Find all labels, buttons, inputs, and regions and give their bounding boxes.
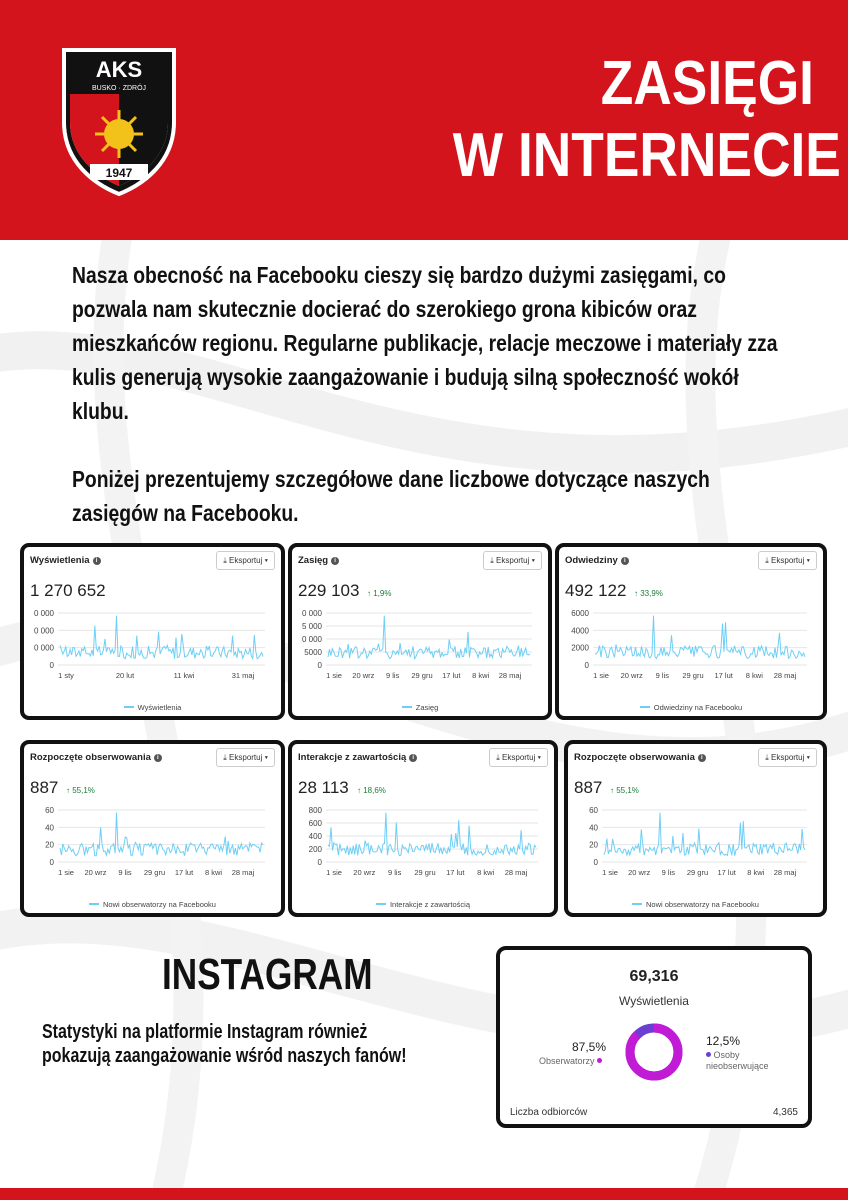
x-tick-label: 11 kwi [173,671,195,680]
y-tick-label: 400 [308,832,322,841]
crest-name: AKS [95,57,143,82]
instagram-views-label: Wyświetlenia [619,994,689,1008]
x-tick-label: 20 wrz [84,868,107,877]
x-tick-label: 20 wrz [353,868,376,877]
chart-legend [292,900,554,909]
x-tick-label: 20 wrz [352,671,375,680]
export-label: Eksportuj [229,753,263,762]
series-line [60,813,263,856]
x-tick-label: 8 kwi [477,868,495,877]
card-title-text: Interakcje z zawartością [298,752,407,763]
legend-swatch [124,706,134,708]
info-icon[interactable]: i [154,754,162,762]
x-tick-label: 9 lis [385,671,400,680]
export-button[interactable] [489,748,548,767]
card-title-text: Odwiedziny [565,555,618,566]
followers-donut-arc [630,1028,678,1076]
x-tick-label: 9 lis [661,868,676,877]
info-icon[interactable]: i [331,557,339,565]
line-chart [559,607,815,683]
legend-label: Wyświetlenia [137,703,182,712]
y-tick-label: 800 [308,806,322,815]
x-tick-label: 8 kwi [745,671,763,680]
non-followers-label-wrap [706,1050,790,1072]
stat-card-follows [20,740,285,917]
stat-card-reach [288,543,552,720]
card-value: 887 [574,778,603,797]
card-title [298,752,417,763]
y-tick-label: 0 [49,858,54,867]
followers-donut-chart [624,1022,684,1082]
card-value: 229 103 [298,581,360,600]
instagram-description: Statystyki na platformie Instagram również pokazują zaangażowanie wśród naszych fanów! [42,1021,407,1067]
x-tick-label: 17 lut [717,868,736,877]
info-icon[interactable]: i [698,754,706,762]
x-tick-label: 28 maj [504,868,528,877]
x-tick-label: 20 wrz [628,868,651,877]
stat-card-interactions [288,740,558,917]
card-change: ↑ 55,1% [610,786,639,795]
x-tick-label: 8 kwi [747,868,765,877]
y-tick-label: 60 [45,806,54,815]
x-tick-label: 1 sie [593,671,609,680]
x-tick-label: 8 kwi [472,671,490,680]
card-title-text: Zasięg [298,555,329,566]
x-tick-label: 17 lut [446,868,465,877]
export-button[interactable] [758,748,817,767]
x-tick-label: 1 sty [58,671,74,680]
legend-swatch [632,903,642,905]
legend-swatch [640,706,650,708]
followers-percent: 87,5% [572,1040,607,1054]
x-tick-label: 29 gru [143,868,166,877]
x-tick-label: 31 maj [231,671,255,680]
series-line [604,813,805,856]
info-icon[interactable]: i [409,754,417,762]
y-tick-label: 6000 [571,609,589,618]
club-crest-logo [54,42,184,198]
stat-card-visits [555,543,827,720]
x-tick-label: 28 maj [231,868,255,877]
y-tick-label: 20 [589,840,598,850]
x-tick-label: 9 lis [655,671,670,680]
series-line [595,616,805,659]
export-button[interactable] [216,748,275,767]
export-label: Eksportuj [496,556,530,565]
card-change: ↑ 33,9% [634,589,663,598]
card-value: 28 113 [298,778,349,797]
y-tick-label: 40 [589,823,598,833]
card-title [565,555,629,566]
audience-value: 4,365 [772,1107,798,1118]
y-tick-label: 200 [308,845,322,854]
crest-town: BUSKO · ZDRÓJ [91,85,147,92]
card-title [30,555,101,566]
page-title-line1: ZASIĘGI [600,49,814,118]
chart-legend [24,900,281,909]
x-tick-label: 1 sie [58,868,74,877]
x-tick-label: 17 lut [442,671,461,680]
legend-label: Odwiedziny na Facebooku [653,703,743,712]
instagram-stats-card [496,946,812,1128]
x-tick-label: 28 maj [498,671,522,680]
line-chart [568,804,815,880]
non-followers-percent: 12,5% [706,1034,741,1048]
dropdown-arrow-icon: ▾ [264,556,268,565]
y-tick-label: 0 [317,858,322,867]
legend-label: Interakcje z zawartością [389,900,471,909]
card-value: 492 122 [565,581,627,600]
export-label: Eksportuj [502,753,536,762]
series-line [60,616,263,659]
chart-legend [292,703,548,712]
line-chart [292,607,540,683]
export-button[interactable] [216,551,275,570]
export-button[interactable] [758,551,817,570]
line-chart [292,804,546,880]
card-value: 887 [30,778,59,797]
instagram-views-value: 69,316 [629,968,679,985]
intro-paragraph: Nasza obecność na Facebooku cieszy się bardzo dużymi zasięgami, co pozwala nam skutecznie docierać do szerokiego grona kibiców oraz mieszkańców regionu. Regularne publikacje, relacje meczowe i materiały zza kulis generują wysokie zaangażowanie i budują silną społeczność wokół klubu. [72,262,778,424]
y-tick-label: 0 000 [33,643,54,653]
dropdown-arrow-icon: ▾ [806,753,810,762]
legend-swatch [89,903,99,905]
line-chart [24,804,273,880]
card-title-text: Wyświetlenia [30,555,90,566]
y-tick-label: 40 [45,823,54,833]
download-icon: ⤓ [490,556,494,565]
y-tick-label: 0 [317,661,322,670]
card-change: ↑ 55,1% [66,786,95,795]
download-icon: ⤓ [496,753,500,762]
x-tick-label: 9 lis [118,868,132,877]
download-icon: ⤓ [223,753,227,762]
y-tick-label: 0 [49,661,54,670]
dropdown-arrow-icon: ▾ [531,556,535,565]
download-icon: ⤓ [765,556,769,565]
non-followers-dot-icon [706,1052,711,1057]
y-tick-label: 0 000 [301,635,322,644]
y-tick-label: 0 [593,858,598,867]
legend-label: Nowi obserwatorzy na Facebooku [646,900,759,909]
y-tick-label: 0 000 [33,609,54,618]
export-label: Eksportuj [771,753,805,762]
x-tick-label: 1 sie [326,868,342,877]
legend-label: Nowi obserwatorzy na Facebooku [103,900,216,909]
followers-dot-icon [597,1058,602,1063]
x-tick-label: 29 gru [686,868,709,877]
stat-card-views [20,543,285,720]
y-tick-label: 0 [584,661,589,670]
x-tick-label: 29 gru [682,671,704,680]
intro-paragraph: Poniżej prezentujemy szczegółowe dane liczbowe dotyczące naszych zasięgów na Facebooku. [72,466,710,526]
x-tick-label: 28 maj [773,671,797,680]
followers-label: Obserwatorzy [538,1056,595,1066]
y-tick-label: 5000 [304,648,322,657]
card-value: 1 270 652 [30,581,106,600]
x-tick-label: 20 lut [115,671,135,680]
x-tick-label: 8 kwi [204,868,223,877]
stat-card-follows-2 [564,740,827,917]
card-change: ↑ 18,6% [357,786,386,795]
x-tick-label: 9 lis [387,868,402,877]
y-tick-label: 60 [589,806,598,815]
chart-legend [568,900,823,909]
legend-swatch [402,706,412,708]
card-title-text: Rozpoczęte obserwowania [574,752,695,763]
export-label: Eksportuj [771,556,805,565]
legend-swatch [376,903,386,905]
footer-bar [0,1188,848,1200]
page-title [452,48,841,192]
info-icon[interactable]: i [621,557,629,565]
y-tick-label: 5 000 [301,622,322,631]
instagram-heading: INSTAGRAM [162,950,373,999]
y-tick-label: 0 000 [301,609,322,618]
export-button[interactable] [483,551,542,570]
intro-text [72,258,778,530]
download-icon: ⤓ [765,753,769,762]
y-tick-label: 2000 [571,643,589,653]
card-title-text: Rozpoczęte obserwowania [30,752,151,763]
x-tick-label: 1 sie [326,671,342,680]
card-title [30,752,162,763]
card-title [574,752,706,763]
y-tick-label: 20 [45,840,54,850]
chart-legend [24,703,281,712]
non-followers-label: Osoby nieobserwujące [706,1050,769,1071]
card-title [298,555,339,566]
line-chart [24,607,273,683]
card-change: ↑ 1,9% [367,589,392,598]
x-tick-label: 20 wrz [620,671,643,680]
dropdown-arrow-icon: ▾ [806,556,810,565]
x-tick-label: 1 sie [602,868,618,877]
export-label: Eksportuj [229,556,263,565]
dropdown-arrow-icon: ▾ [264,753,268,762]
page-title-line2: W INTERNECIE [452,121,841,190]
x-tick-label: 28 maj [773,868,797,877]
followers-label-wrap [539,1056,602,1066]
chart-legend [559,703,823,712]
y-tick-label: 0 000 [33,626,54,636]
dropdown-arrow-icon: ▾ [537,753,541,762]
x-tick-label: 17 lut [714,671,733,680]
x-tick-label: 29 gru [414,868,436,877]
download-icon: ⤓ [223,556,227,565]
info-icon[interactable]: i [93,557,101,565]
x-tick-label: 29 gru [411,671,433,680]
x-tick-label: 17 lut [174,868,194,877]
y-tick-label: 4000 [571,626,589,636]
audience-label: Liczba odbiorców [510,1107,588,1118]
y-tick-label: 600 [308,819,322,828]
legend-label: Zasięg [415,703,439,712]
crest-year: 1947 [105,166,133,180]
